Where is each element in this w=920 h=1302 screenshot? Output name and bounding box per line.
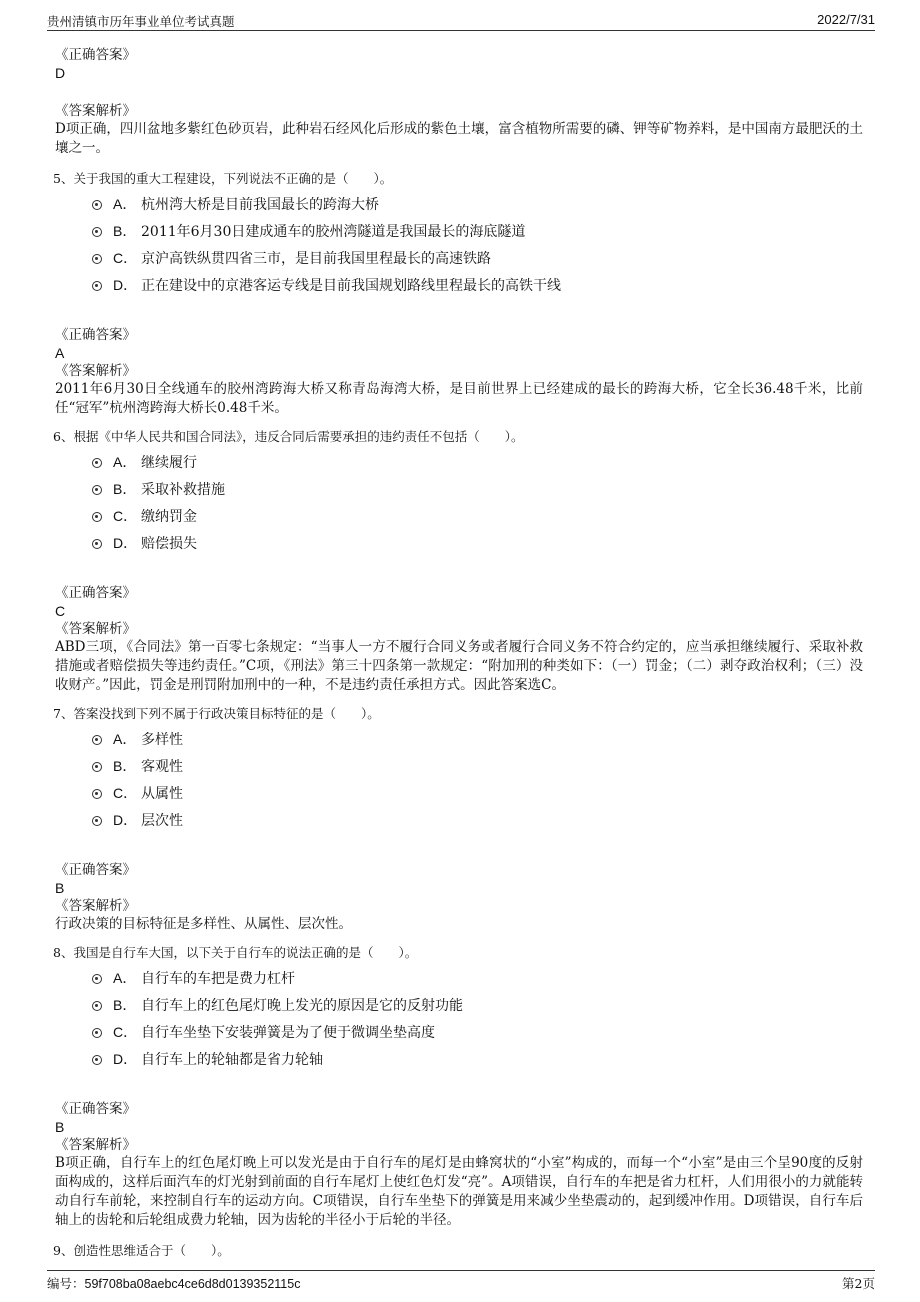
radio-icon[interactable] bbox=[92, 1001, 102, 1011]
document-date: 2022/7/31 bbox=[817, 12, 875, 27]
radio-icon[interactable] bbox=[92, 1028, 102, 1038]
q7-option-d[interactable]: D． 层次性 bbox=[55, 810, 885, 837]
document-code: 编号：59f708ba08aebc4ce6d8d0139352115c bbox=[47, 1276, 301, 1291]
radio-icon[interactable] bbox=[92, 227, 102, 237]
option-text: 多样性 bbox=[141, 732, 183, 748]
option-text: 赔偿损失 bbox=[141, 536, 197, 552]
option-text: 自行车坐垫下安装弹簧是为了便于微调坐垫高度 bbox=[141, 1025, 435, 1041]
correct-answer-label: 《正确答案》 bbox=[55, 585, 136, 601]
correct-answer-value: D bbox=[55, 65, 66, 81]
correct-answer-value: A bbox=[55, 345, 65, 361]
correct-answer-value: B bbox=[55, 880, 65, 896]
analysis-text: D项正确，四川盆地多紫红色砂页岩，此种岩石经风化后形成的紫色土壤，富含植物所需要的磷、钾等矿物养料，是中国南方最肥沃的土壤之一。 bbox=[55, 121, 863, 156]
q5-option-b[interactable]: B． 2011年6月30日建成通车的胶州湾隧道是我国最长的海底隧道 bbox=[55, 221, 885, 248]
analysis-label: 《答案解析》 bbox=[55, 621, 136, 637]
q5-option-d[interactable]: D． 正在建设中的京港客运专线是目前我国规划路线里程最长的高铁干线 bbox=[55, 275, 885, 302]
q5-option-a[interactable]: A． 杭州湾大桥是目前我国最长的跨海大桥 bbox=[55, 194, 885, 221]
radio-icon[interactable] bbox=[92, 458, 102, 468]
option-text: 采取补救措施 bbox=[141, 482, 225, 498]
option-text: 正在建设中的京港客运专线是目前我国规划路线里程最长的高铁干线 bbox=[141, 278, 561, 294]
analysis-text: 行政决策的目标特征是多样性、从属性、层次性。 bbox=[55, 916, 352, 932]
q8-option-a[interactable]: A． 自行车的车把是费力杠杆 bbox=[55, 968, 885, 995]
document-title: 贵州清镇市历年事业单位考试真题 bbox=[47, 14, 235, 29]
analysis-text: B项正确，自行车上的红色尾灯晚上可以发光是由于自行车的尾灯是由蜂窝状的“小室”构成的，而每一个“小室”是由三个呈90度的反射面构成的，这样后面汽车的灯光射到前面的自行车尾灯上使红色灯发“亮”。A项错误，自行车的车把是省力杠杆，人们用很小的力就能转动自行车前轮，来控制自行车的运动方向。C项错误，自行车坐垫下的弹簧是用来减少坐垫震动的，起到缓冲作用。D项错误，自行车后轴上的齿轮和后轮组成费力轮轴，因为齿轮的半径小于后轮的半径。 bbox=[55, 1155, 863, 1228]
question-9: 9、创造性思维适合于（ ）。 bbox=[53, 1243, 230, 1258]
q6-option-a[interactable]: A． 继续履行 bbox=[55, 452, 885, 479]
q7-option-b[interactable]: B． 客观性 bbox=[55, 756, 885, 783]
correct-answer-value: C bbox=[55, 603, 66, 619]
page-content bbox=[55, 46, 885, 1260]
q8-option-b[interactable]: B． 自行车上的红色尾灯晚上发光的原因是它的反射功能 bbox=[55, 995, 885, 1022]
correct-answer-value: B bbox=[55, 1119, 65, 1135]
analysis-text: ABD三项，《合同法》第一百零七条规定：“当事人一方不履行合同义务或者履行合同义务不符合约定的，应当承担继续履行、采取补救措施或者赔偿损失等违约责任。”C项，《刑法》第三十四条第一款规定：“附加刑的种类如下：（一）罚金；（二）剥夺政治权利；（三）没收财产。”因此，罚金是刑罚附加刑中的一种，不是违约责任承担方式。因此答案选C。 bbox=[55, 639, 863, 693]
option-text: 客观性 bbox=[141, 759, 183, 775]
analysis-label: 《答案解析》 bbox=[55, 898, 136, 914]
q8-option-d[interactable]: D． 自行车上的轮轴都是省力轮轴 bbox=[55, 1049, 885, 1076]
q7-option-c[interactable]: C． 从属性 bbox=[55, 783, 885, 810]
option-text: 杭州湾大桥是目前我国最长的跨海大桥 bbox=[141, 197, 379, 213]
q5-option-c[interactable]: C． 京沪高铁纵贯四省三市，是目前我国里程最长的高速铁路 bbox=[55, 248, 885, 275]
radio-icon[interactable] bbox=[92, 1055, 102, 1065]
q6-option-c[interactable]: C． 缴纳罚金 bbox=[55, 506, 885, 533]
radio-icon[interactable] bbox=[92, 485, 102, 495]
radio-icon[interactable] bbox=[92, 539, 102, 549]
radio-icon[interactable] bbox=[92, 254, 102, 264]
option-text: 继续履行 bbox=[141, 455, 197, 471]
correct-answer-label: 《正确答案》 bbox=[55, 862, 136, 878]
option-text: 自行车上的轮轴都是省力轮轴 bbox=[141, 1052, 323, 1068]
question-6: 6、根据《中华人民共和国合同法》，违反合同后需要承担的违约责任不包括（ ）。 bbox=[53, 429, 524, 444]
option-text: 层次性 bbox=[141, 813, 183, 829]
radio-icon[interactable] bbox=[92, 789, 102, 799]
option-text: 自行车的车把是费力杠杆 bbox=[141, 971, 295, 987]
radio-icon[interactable] bbox=[92, 735, 102, 745]
page-header bbox=[47, 10, 875, 31]
correct-answer-label: 《正确答案》 bbox=[55, 47, 136, 63]
page-footer bbox=[47, 1270, 875, 1293]
q8-option-c[interactable]: C． 自行车坐垫下安装弹簧是为了便于微调坐垫高度 bbox=[55, 1022, 885, 1049]
radio-icon[interactable] bbox=[92, 512, 102, 522]
correct-answer-label: 《正确答案》 bbox=[55, 327, 136, 343]
q6-option-b[interactable]: B． 采取补救措施 bbox=[55, 479, 885, 506]
radio-icon[interactable] bbox=[92, 200, 102, 210]
question-8: 8、我国是自行车大国，以下关于自行车的说法正确的是（ ）。 bbox=[53, 945, 418, 960]
option-text: 自行车上的红色尾灯晚上发光的原因是它的反射功能 bbox=[141, 998, 463, 1014]
correct-answer-label: 《正确答案》 bbox=[55, 1101, 136, 1117]
option-text: 从属性 bbox=[141, 786, 183, 802]
question-7: 7、答案没找到下列不属于行政决策目标特征的是（ ）。 bbox=[53, 706, 380, 721]
radio-icon[interactable] bbox=[92, 816, 102, 826]
analysis-label: 《答案解析》 bbox=[55, 1137, 136, 1153]
option-text: 缴纳罚金 bbox=[141, 509, 197, 525]
question-5: 5、关于我国的重大工程建设，下列说法不正确的是（ ）。 bbox=[53, 171, 393, 186]
radio-icon[interactable] bbox=[92, 974, 102, 984]
analysis-text: 2011年6月30日全线通车的胶州湾跨海大桥又称青岛海湾大桥，是目前世界上已经建成的最长的跨海大桥，它全长36.48千米，比前任“冠军”杭州湾跨海大桥长0.48千米。 bbox=[55, 381, 863, 416]
q6-option-d[interactable]: D． 赔偿损失 bbox=[55, 533, 885, 560]
page-number: 第2页 bbox=[842, 1276, 875, 1291]
analysis-label: 《答案解析》 bbox=[55, 363, 136, 379]
q7-option-a[interactable]: A． 多样性 bbox=[55, 729, 885, 756]
analysis-label: 《答案解析》 bbox=[55, 103, 136, 119]
radio-icon[interactable] bbox=[92, 762, 102, 772]
radio-icon[interactable] bbox=[92, 281, 102, 291]
option-text: 2011年6月30日建成通车的胶州湾隧道是我国最长的海底隧道 bbox=[141, 224, 526, 240]
option-text: 京沪高铁纵贯四省三市，是目前我国里程最长的高速铁路 bbox=[141, 251, 491, 267]
